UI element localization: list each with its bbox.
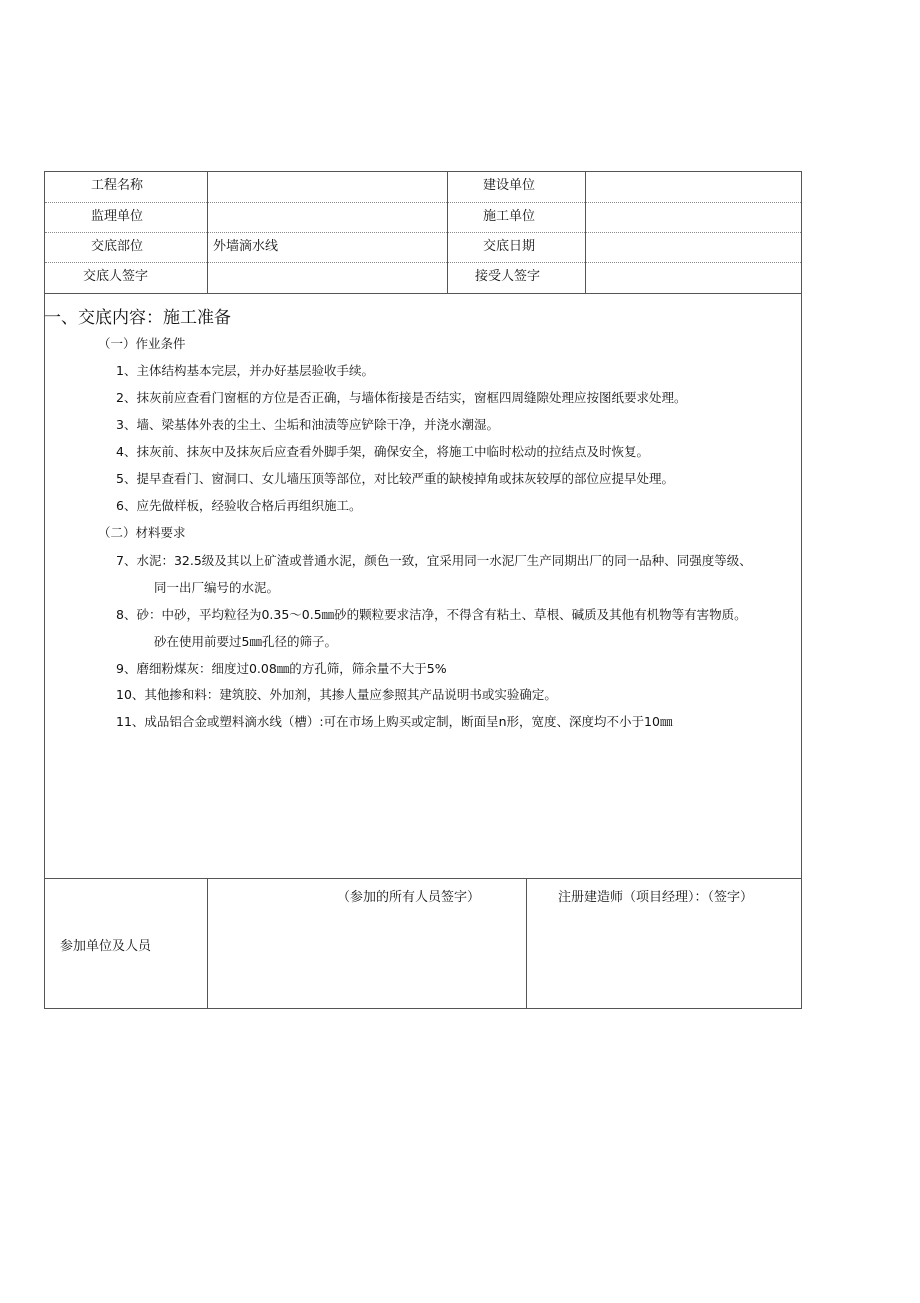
section-title: 一、交底内容：施工准备	[44, 308, 231, 328]
construction-unit-label: 施工单位	[483, 209, 536, 224]
supervision-unit-label: 监理单位	[91, 209, 144, 224]
header-row-project	[45, 172, 801, 202]
participants-label: 参加单位及人员	[60, 939, 152, 954]
list-item: 4、抹灰前、抹灰中及抹灰后应查看外脚手架，确保安全，将施工中临时松动的拉结点及时恢复。	[116, 444, 649, 459]
disclosure-location-label: 交底部位	[91, 239, 144, 254]
list-item: 2、抹灰前应查看门窗框的方位是否正确，与墙体衔接是否结实，窗框四周缝隙处理应按图纸要求处理。	[116, 390, 687, 405]
list-item: 8、砂：中砂，平均粒径为0.35～0.5㎜砂的颗粒要求洁净，不得含有粘土、草根、碱质及其他有机物等有害物质。	[116, 607, 747, 622]
list-item: 7、水泥：32.5级及其以上矿渣或普通水泥，颜色一致，宜采用同一水泥厂生产同期出厂的同一品种、同强度等级、	[116, 553, 752, 568]
owner-unit-label: 建设单位	[483, 178, 536, 193]
list-item: 10、其他掺和料：建筑胶、外加剂，其掺人量应参照其产品说明书或实验确定。	[116, 687, 557, 702]
header-row-signatures	[45, 263, 801, 293]
all-participants-signature[interactable]: （参加的所有人员签字）	[337, 890, 481, 905]
list-item: 5、提早查看门、窗洞口、女儿墙压顶等部位，对比较严重的缺棱掉角或抹灰较厚的部位应提早处理。	[116, 471, 674, 486]
header-row-supervision	[45, 203, 801, 233]
grid-line	[526, 878, 527, 1008]
header-row-location	[45, 233, 801, 263]
list-item: 11、成品铝合金或塑料滴水线（槽）:可在市场上购买或定制，断面呈n形，宽度、深度均不小于10㎜	[116, 714, 673, 729]
disclosure-date-label: 交底日期	[483, 239, 536, 254]
footer-top-line	[45, 878, 801, 879]
project-name-label: 工程名称	[91, 178, 144, 193]
grid-line	[207, 878, 208, 1008]
list-item: 9、磨细粉煤灰：细度过0.08㎜的方孔筛，筛余量不大于5%	[116, 661, 447, 676]
list-item: 1、主体结构基本完层，并办好基层验收手续。	[116, 363, 374, 378]
subsection-material-requirements: （二）材料要求	[98, 525, 186, 540]
list-item: 6、应先做样板，经验收合格后再组织施工。	[116, 498, 362, 513]
list-item-continuation: 砂在使用前要过5㎜孔径的筛子。	[154, 634, 337, 649]
discloser-signature-label: 交底人签字	[83, 269, 149, 284]
disclosure-location-value[interactable]: 外墙滴水线	[213, 239, 279, 254]
project-manager-signature[interactable]: 注册建造师（项目经理）：（签字）	[558, 890, 754, 905]
disclosure-form	[44, 171, 802, 1009]
subsection-work-conditions: （一）作业条件	[98, 336, 186, 351]
list-item-continuation: 同一出厂编号的水泥。	[154, 580, 280, 595]
header-bottom-line	[45, 293, 801, 294]
receiver-signature-label: 接受人签字	[475, 269, 541, 284]
list-item: 3、墙、梁基体外表的尘土、尘垢和油渍等应铲除干净，并浇水潮湿。	[116, 417, 499, 432]
